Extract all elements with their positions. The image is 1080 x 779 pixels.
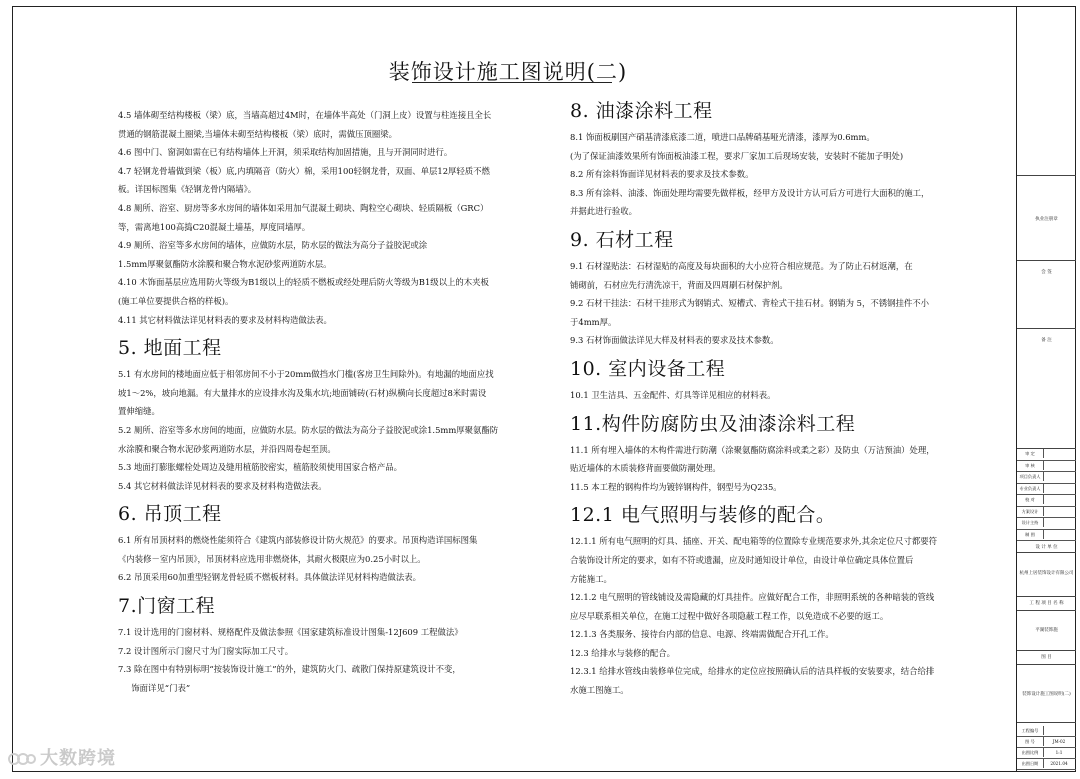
section-6-heading: 6. 吊顶工程 [118,503,222,526]
note-line: 8.1 饰面板刷国产硝基清漆底漆二道，喷进口品牌硝基哑光清漆，漆厚为0.6mm。 [570,132,875,142]
tb-row-label: 专业负责人 [1017,484,1044,493]
section-9-heading: 9. 石材工程 [570,228,674,251]
tb-design-unit: 杭州上居装饰设计有限公司 [1017,553,1076,597]
section-6-notes [118,531,543,587]
note-line: 于4mm厚。 [570,316,617,327]
tb-row-label: 方案设计 [1017,507,1044,516]
title-underline [412,82,612,83]
note-line: 11.5 本工程的钢构件均为镀锌钢构件，钢型号为Q235。 [570,481,782,492]
tb-meta-value: 2021.04 [1050,761,1068,766]
note-line: 8.2 所有涂料饰面详见材料表的要求及技术参数。 [570,169,754,180]
tb-meta-label: 出图比例 [1017,748,1044,757]
note-line: 贴近墙体的木质装修背面要做防潮处理。 [570,463,721,474]
tb-blank-top [1017,6,1076,176]
note-line: 5.1 有水房间的楼地面应低于相邻房间不小于20mm做挡水门槛(客房卫生间除外)。有地漏的地面应找 [118,369,494,380]
note-line: 5.2 厕所、浴室等多水房间的地面，应做防水层。防水层的做法为高分子益胶泥或涂1.5mm厚聚氨酯防 [118,424,499,435]
tb-project-label: 工 程 项 目 名 称 [1017,597,1076,611]
note-line: (施工单位要提供合格的样板)。 [118,295,234,306]
tb-signature-row [1017,495,1076,507]
tb-meta-row [1017,737,1076,748]
note-line: 7.1 设计选用的门窗材料、规格配件及做法参照《国家建筑标准设计图集-12J609 工程做法》 [118,627,463,638]
section-4-notes [118,106,543,329]
note-line: 5.4 其它材料做法详见材料表的要求及材料构造做法表。 [118,480,327,491]
tb-remarks: 备 注 [1017,329,1076,449]
tb-unit-label: 设 计 单 位 [1017,543,1076,553]
note-line: 4.11 其它材料做法详见材料表的要求及材料构造做法表。 [118,314,332,325]
note-line: 12.3 给排水与装修的配合。 [570,647,676,658]
note-line: 12.1.3 各类服务、接待台内部的信息、电源、终端需做配合开孔工作。 [570,629,834,640]
tb-signature-row [1017,449,1076,461]
note-line: 《内装修－室内吊顶》，吊顶材料应选用非燃烧体，其耐火极限应为0.25小时以上。 [118,553,426,564]
tb-row-label: 项目负责人 [1017,472,1044,481]
tb-meta-label: 图 号 [1017,737,1044,746]
note-line: 水施工图施工。 [570,685,629,696]
section-12-notes [570,532,990,699]
tb-registration-seal: 执业注册章 [1017,176,1076,261]
note-line: 1.5mm厚聚氨酯防水涂膜和聚合物水泥砂浆两道防水层。 [118,258,332,269]
tb-signature-row [1017,472,1076,484]
note-line: 4.10 木饰面基层应选用防火等级为B1级以上的轻质不燃板或经处理后防火等级为B1级以上的木夹板 [118,277,489,288]
note-line: (为了保证油漆效果所有饰面板油漆工程，要求厂家加工后现场安装，安装时不能加子明处) [570,150,904,161]
note-line: 9.1 石材湿贴法：石材湿贴的高度及每块面积的大小应符合相应规范。为了防止石材返潮，在 [570,260,913,271]
note-line: 11.1 所有埋入墙体的木构件需进行防潮（涂聚氨酯防腐涂料或柔之彩）及防虫（万洁预油）处理， [570,444,935,455]
note-line: 并据此进行验收。 [570,206,637,217]
note-line: 9.3 石材饰面做法详见大样及材料表的要求及技术参数。 [570,335,779,346]
left-column [118,106,543,697]
note-line: 板。详国标图集《轻钢龙骨内隔墙》。 [118,184,257,195]
tb-meta-value: JM-02 [1052,739,1066,744]
tb-row-label: 审 定 [1017,449,1044,458]
section-9-notes [570,257,990,350]
title-block [1016,6,1076,772]
tb-meta-label: 出图日期 [1017,759,1044,768]
tb-project-name: 平湖装饰施 [1017,611,1076,651]
note-line: 方能施工。 [570,573,612,584]
section-10-heading: 10. 室内设备工程 [570,357,726,380]
tb-signature-row [1017,530,1076,542]
note-line: 水涂膜和聚合物水泥砂浆两道防水层，并沿四周卷起至顶。 [118,443,336,454]
watermark [8,744,116,770]
section-7-notes [118,623,543,697]
note-line: 7.3 除在图中有特别标明“按装饰设计施工”的外，建筑防火门、疏散门保持原建筑设计不变， [118,664,461,675]
note-line: 等，需离地100高捣C20混凝土墙基，厚度同墙厚。 [118,221,311,232]
tb-signature-row [1017,507,1076,519]
note-line: 12.1.1 所有电气照明的灯具、插座、开关、配电箱等的位置除专业规范要求外,其余定位尺寸都要符 [570,536,937,547]
tb-row-label: 校 对 [1017,495,1044,504]
note-line: 6.1 所有吊顶材料的燃烧性能须符合《建筑内部装修设计防火规范》的要求。吊顶构造详国标图集 [118,535,478,546]
tb-signature-row [1017,484,1076,496]
note-line: 4.6 图中门、窗洞如需在已有结构墙体上开洞，须采取结构加固措施，且与开洞同时进行。 [118,147,453,158]
note-line: 应尽早联系相关单位，在施工过程中做好各项隐蔽工程工作，以免造成不必要的返工。 [570,610,889,621]
tb-meta-row [1017,726,1076,737]
note-line: 4.9 厕所、浴室等多水房间的墙体，应做防水层，防水层的做法为高分子益胶泥或涂 [118,240,428,251]
tb-meta-row [1017,748,1076,759]
section-11-heading: 11.构件防腐防虫及油漆涂料工程 [570,412,856,435]
note-line: 4.5 墙体砌至结构楼板（梁）底，当墙高超过4M时，在墙体半高处（门洞上皮）设置与柱连接且全长 [118,110,492,120]
section-5-notes [118,365,543,495]
watermark-text: 大数跨境 [40,748,116,769]
tb-row-label: 审 核 [1017,461,1044,470]
note-line: 8.3 所有涂料、油漆、饰面处理均需要先做样板，经甲方及设计方认可后方可进行大面积的施工， [570,187,930,198]
note-line: 4.7 轻钢龙骨墙做到梁（板）底,内填隔音（防火）棉，采用100轻钢龙骨，双面、单层12厚轻质不燃 [118,165,490,176]
section-8-heading: 8. 油漆涂料工程 [570,100,713,122]
section-11-notes [570,441,990,497]
section-10-notes [570,386,990,405]
watermark-logo-icon [8,749,36,769]
section-7-heading: 7.门窗工程 [118,595,216,618]
note-line: 9.2 石材干挂法：石材干挂形式为钢销式、短槽式、背栓式干挂石材。钢销为 5，不锈钢挂件不小 [570,298,929,309]
right-column [570,100,990,700]
note-line: 贯通的钢筋混凝土圈梁,当墙体未砌至结构楼板（梁）底时，需做压顶圈梁。 [118,128,398,139]
note-line: 4.8 厕所、浴室、厨房等多水房间的墙体如采用加气混凝土砌块、陶粒空心砌块、轻质隔板（GRC） [118,202,489,213]
note-line: 12.1.2 电气照明的管线铺设及需隐藏的灯具挂件。应做好配合工作，非照明系统的各种暗装的管线 [570,592,935,603]
tb-signature-row [1017,461,1076,473]
note-line: 10.1 卫生洁具、五金配件、灯具等详见相应的材料表。 [570,389,776,400]
tb-meta-label: 工程编号 [1017,726,1044,735]
note-line: 铺砌前，石材应先行清洗凉干，背面及四周刷石材保护剂。 [570,279,788,290]
section-5-heading: 5. 地面工程 [118,337,222,360]
tb-meta-value: 1:1 [1055,750,1063,755]
tb-drawing-name: 装饰设计施工图说明(二) [1017,665,1076,723]
tb-meta-row [1017,759,1076,770]
tb-countersign: 会 签 [1017,261,1076,329]
tb-row-label: 制 图 [1017,530,1044,539]
note-line: 合装饰设计所定的要求，如有不符或遗漏，应及时通知设计单位，由设计单位确定具体位置后 [570,554,914,565]
tb-signature-row [1017,518,1076,530]
note-line: 置伸缩缝。 [118,406,160,417]
section-8-notes [570,128,990,221]
note-line: 12.3.1 给排水管线由装修单位完成，给排水的定位应按照确认后的洁具样板的安装要求，结合给排 [570,666,935,677]
note-line: 6.2 吊顶采用60加重型轻钢龙骨轻质不燃板材料。具体做法详见材料构造做法表。 [118,572,422,583]
tb-drawing-label: 图 目 [1017,651,1076,665]
section-12-heading: 12.1 电气照明与装修的配合。 [570,504,836,527]
sheet-title: 装饰设计施工图说明(二) [388,60,628,84]
note-line: 坡1～2%，坡向地漏。有大量排水的应设排水沟及集水坑;地面铺砖(石材)纵横向长度超过8米时需设 [118,387,487,398]
note-line: 7.2 设计图所示门窗尺寸为门窗实际加工尺寸。 [118,645,294,656]
tb-row-label: 设计主持 [1017,518,1044,527]
note-line: 5.3 地面打膨胀螺栓处周边及缝用植筋胶密实，植筋胶须使用国家合格产品。 [118,462,402,473]
note-line: 饰面详见“门表” [118,682,191,693]
